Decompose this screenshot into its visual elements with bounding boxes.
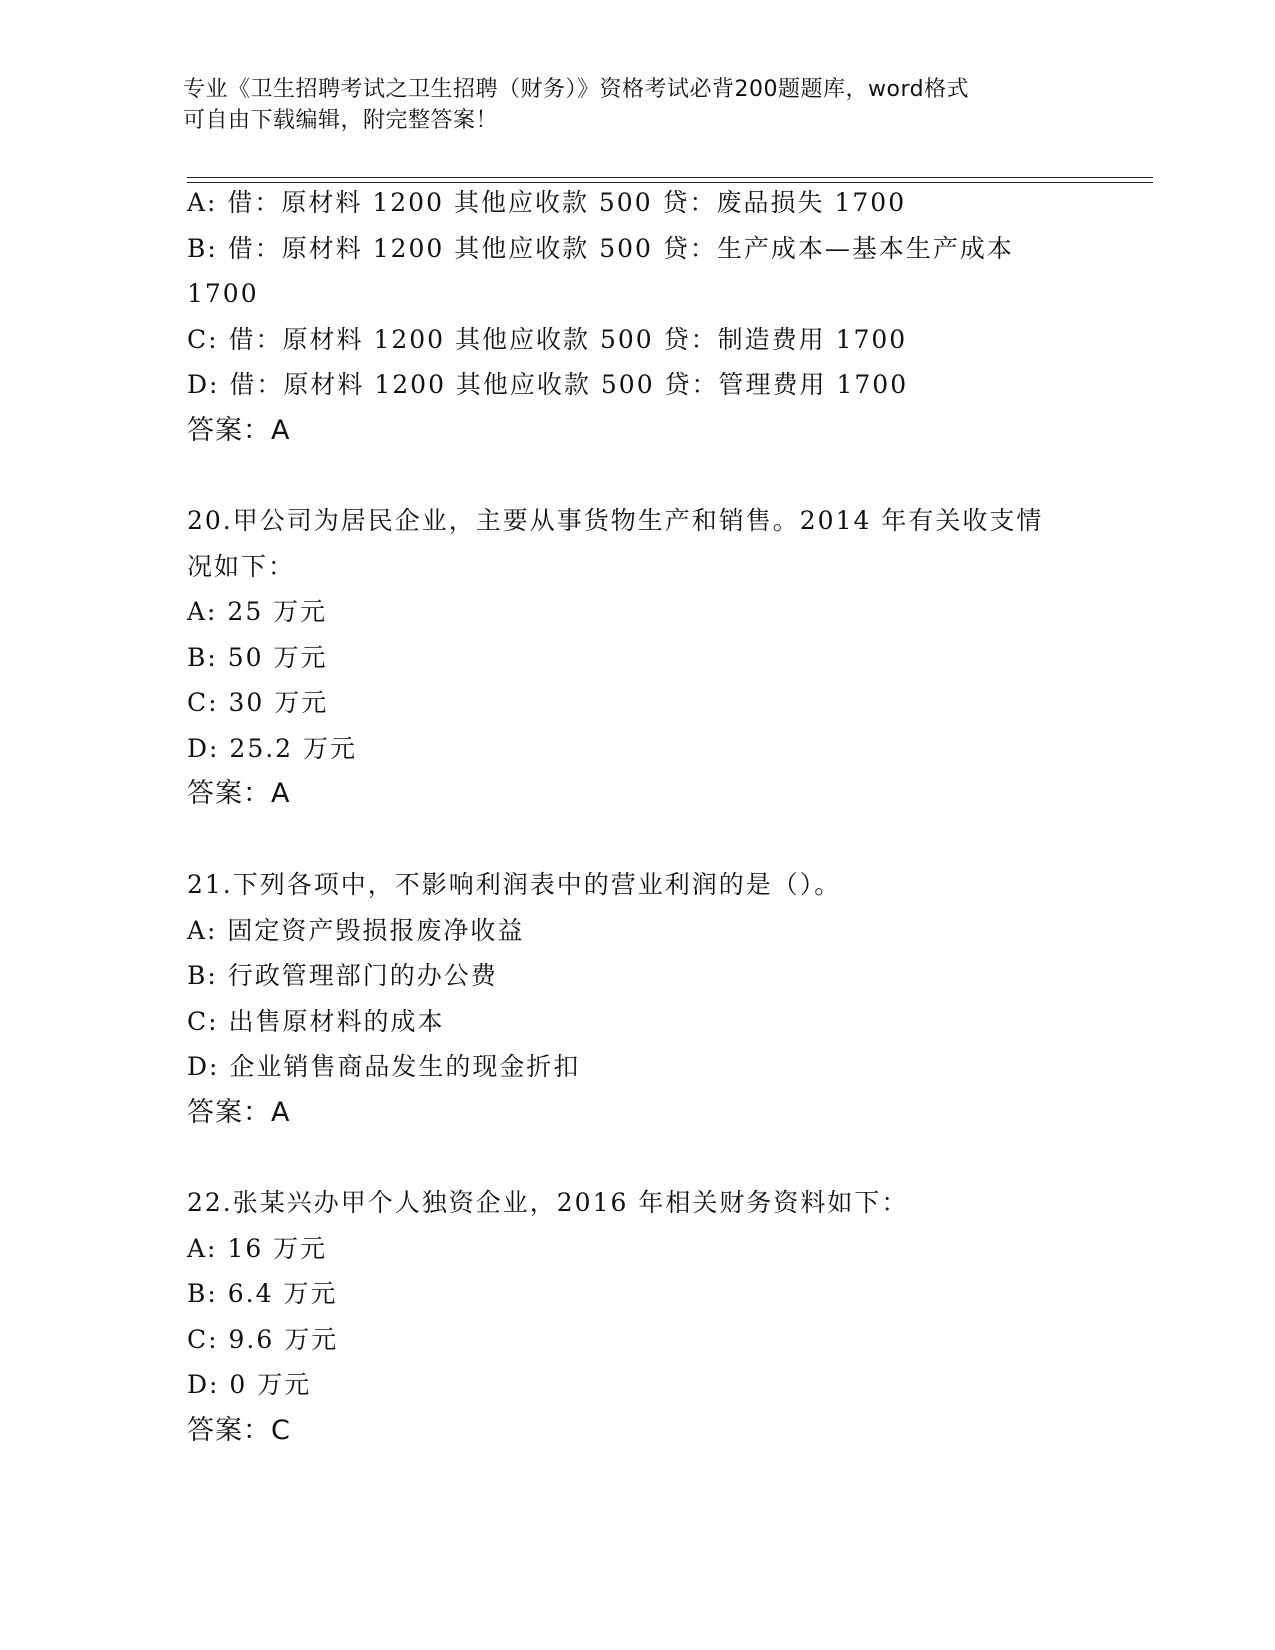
question-19-answer: 答案：A [187,414,291,446]
question-22-option-b: B: 6.4 万元 [187,1279,338,1308]
question-22-block [187,1180,1107,1453]
question-21-option-d: D: 企业销售商品发生的现金折扣 [187,1052,581,1081]
question-22-option-d: D: 0 万元 [187,1370,312,1399]
question-21-option-a: A: 固定资产毁损报废净收益 [187,915,525,945]
question-21-answer: 答案：A [187,1096,291,1128]
question-20-answer: 答案：A [187,778,291,809]
header-divider-top [187,177,1153,178]
question-20-block [187,498,1107,817]
question-19-option-b-continued: 1700 [187,279,259,308]
question-22-stem-line-1: 22.张某兴办甲个人独资企业，2016 年相关财务资料如下： [187,1188,909,1217]
question-21-stem-line-1: 21.下列各项中，不影响利润表中的营业利润的是（）。 [187,870,842,899]
question-19-option-a: A: 借：原材料 1200 其他应收款 500 贷：废品损失 1700 [187,188,907,217]
question-20-option-b: B: 50 万元 [187,642,328,672]
question-21-option-b: B: 行政管理部门的办公费 [187,961,498,990]
question-21-option-c: C: 出售原材料的成本 [187,1006,445,1036]
question-22-option-c: C: 9.6 万元 [187,1324,339,1354]
question-20-stem-line-2: 况如下： [187,551,296,581]
document-header [183,74,1083,136]
question-20-option-d: D: 25.2 万元 [187,733,358,763]
question-19-option-c: C: 借：原材料 1200 其他应收款 500 贷：制造费用 1700 [187,324,908,354]
question-20-option-a: A: 25 万元 [187,597,328,626]
header-title-line-2: 可自由下载编辑，附完整答案！ [183,108,499,133]
question-21-block [187,862,1107,1135]
question-19-option-b: B: 借：原材料 1200 其他应收款 500 贷：生产成本—基本生产成本 [187,233,1014,263]
question-22-option-a: A: 16 万元 [187,1233,328,1263]
question-22-answer: 答案：C [187,1414,291,1446]
question-19-block [187,180,1107,453]
header-title-line-1: 专业《卫生招聘考试之卫生招聘（财务）》资格考试必背200题题库，word格式 [183,77,970,102]
question-19-option-d: D: 借：原材料 1200 其他应收款 500 贷：管理费用 1700 [187,370,909,399]
question-20-option-c: C: 30 万元 [187,688,329,717]
question-20-stem-line-1: 20.甲公司为居民企业，主要从事货物生产和销售。2014 年有关收支情 [187,506,1044,535]
